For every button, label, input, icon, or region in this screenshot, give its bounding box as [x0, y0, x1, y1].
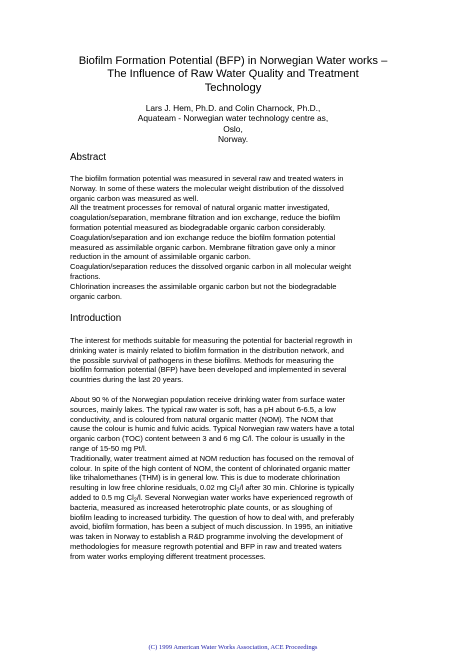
abstract-line: formation potential measured as biodegradable organic carbon considerably.	[70, 222, 326, 232]
abstract-line: reduction in the amount of assimilable organic carbon.	[70, 252, 251, 262]
intro-line: cause the colour is humic and fulvic acids. Typical Norwegian raw waters have a total	[70, 424, 355, 434]
abstract-line: Norway. In some of these waters the molecular weight distribution of the dissolved	[70, 183, 344, 193]
author-block	[50, 103, 416, 144]
intro-line: avoid, biofilm formation, has been a subject of much discussion. In 1995, an initiative	[70, 522, 353, 532]
intro-line: conductivity, and is coloured from natural organic matter (NOM). The NOM that	[70, 414, 334, 424]
abstract-heading: Abstract	[70, 152, 106, 163]
abstract-line: Coagulation/separation and ion exchange reduce the biofilm formation potential	[70, 232, 336, 242]
abstract-line: organic carbon.	[70, 291, 123, 301]
author-city: Oslo,	[223, 123, 243, 134]
text-segment: added to 0.5 mg Cl	[70, 492, 134, 502]
intro-line: sources, mainly lakes. The typical raw water is soft, has a pH about 6-6.5, a low	[70, 404, 336, 414]
intro-line: countries during the last 20 years.	[70, 375, 184, 385]
subscript: 2	[133, 497, 137, 504]
text-segment: /l after 30 min. Chlorine is typically	[239, 483, 355, 493]
introduction-heading: Introduction	[70, 313, 122, 324]
intro-line: drinking water is mainly related to biofilm formation in the distribution network, and	[70, 345, 344, 355]
title-line: Biofilm Formation Potential (BFP) in Norwegian Water works –	[78, 55, 388, 67]
abstract-line: All the treatment processes for removal of natural organic matter investigated,	[70, 203, 330, 213]
introduction-paragraph-1	[70, 336, 410, 385]
paper-title	[50, 55, 416, 95]
abstract-line: fractions.	[70, 271, 101, 281]
introduction-paragraph-2	[70, 395, 410, 562]
intro-line: About 90 % of the Norwegian population receive drinking water from surface water	[70, 395, 346, 404]
abstract-line: measured as assimilable organic carbon. Membrane filtration gave only a minor	[70, 242, 336, 252]
title-line: Technology	[204, 81, 262, 94]
intro-line: organic carbon (TOC) content between 3 and 6 mg C/l. The colour is usually in the	[70, 434, 345, 444]
author-organization: Aquateam - Norwegian water technology centre as,	[137, 113, 329, 124]
title-line: The Influence of Raw Water Quality and Treatment	[107, 68, 359, 81]
text-segment: /l. Several Norwegian water works have experienced regrowth of	[136, 492, 353, 502]
intro-line: methodologies for measure regrowth potential and BFP in raw and treated waters	[70, 541, 342, 551]
abstract-paragraph	[70, 174, 410, 301]
intro-line-chlorine	[70, 483, 410, 493]
text-segment: resulting in low free chlorine residuals, 0.02 mg Cl	[70, 483, 237, 493]
intro-line: like trihalomethanes (THM) is in general low. This is due to moderate chlorination	[70, 473, 340, 483]
intro-line: the possible survival of pathogens in these biofilms. Methods for measuring the	[70, 355, 334, 365]
intro-line: Traditionally, water treatment aimed at NOM reduction has focused on the removal of	[70, 453, 354, 463]
abstract-line: coagulation/separation, membrane filtration and ion exchange, reduce the biofilm	[70, 213, 341, 223]
author-country: Norway.	[217, 133, 249, 144]
intro-line: biofilm leading to increased turbidity. The question of how to deal with, and preferably	[70, 512, 355, 522]
intro-line: colour. In spite of the high content of NOM, the content of chlorinated organic matter	[70, 463, 351, 473]
footer-copyright: (C) 1999 American Water Works Association, ACE Proceedings	[148, 644, 318, 651]
intro-line: range of 15-50 mg Pt/l.	[70, 443, 147, 453]
abstract-line: The biofilm formation potential was measured in several raw and treated waters in	[70, 174, 344, 183]
abstract-line: organic carbon was measured as well.	[70, 193, 199, 203]
subscript: 2	[236, 487, 240, 494]
intro-line: bacteria, measured as increased heterotrophic plate counts, or as sloughing of	[70, 502, 333, 512]
intro-line: biofilm formation potential (BFP) have been developed and implemented in several	[70, 365, 347, 375]
abstract-line: Coagulation/separation reduces the dissolved organic carbon in all molecular weight	[70, 262, 352, 272]
intro-line: from water works employing different treatment processes.	[70, 551, 266, 561]
intro-line-chlorine	[70, 493, 410, 503]
intro-line: The interest for methods suitable for measuring the potential for bacterial regrowth in	[70, 336, 353, 345]
abstract-line: Chlorination increases the assimilable organic carbon but not the biodegradable	[70, 281, 337, 291]
intro-line: was taken in Norway to establish a R&D programme involving the development of	[70, 532, 343, 542]
author-names: Lars J. Hem, Ph.D. and Colin Charnock, Ph.D.,	[145, 103, 321, 113]
